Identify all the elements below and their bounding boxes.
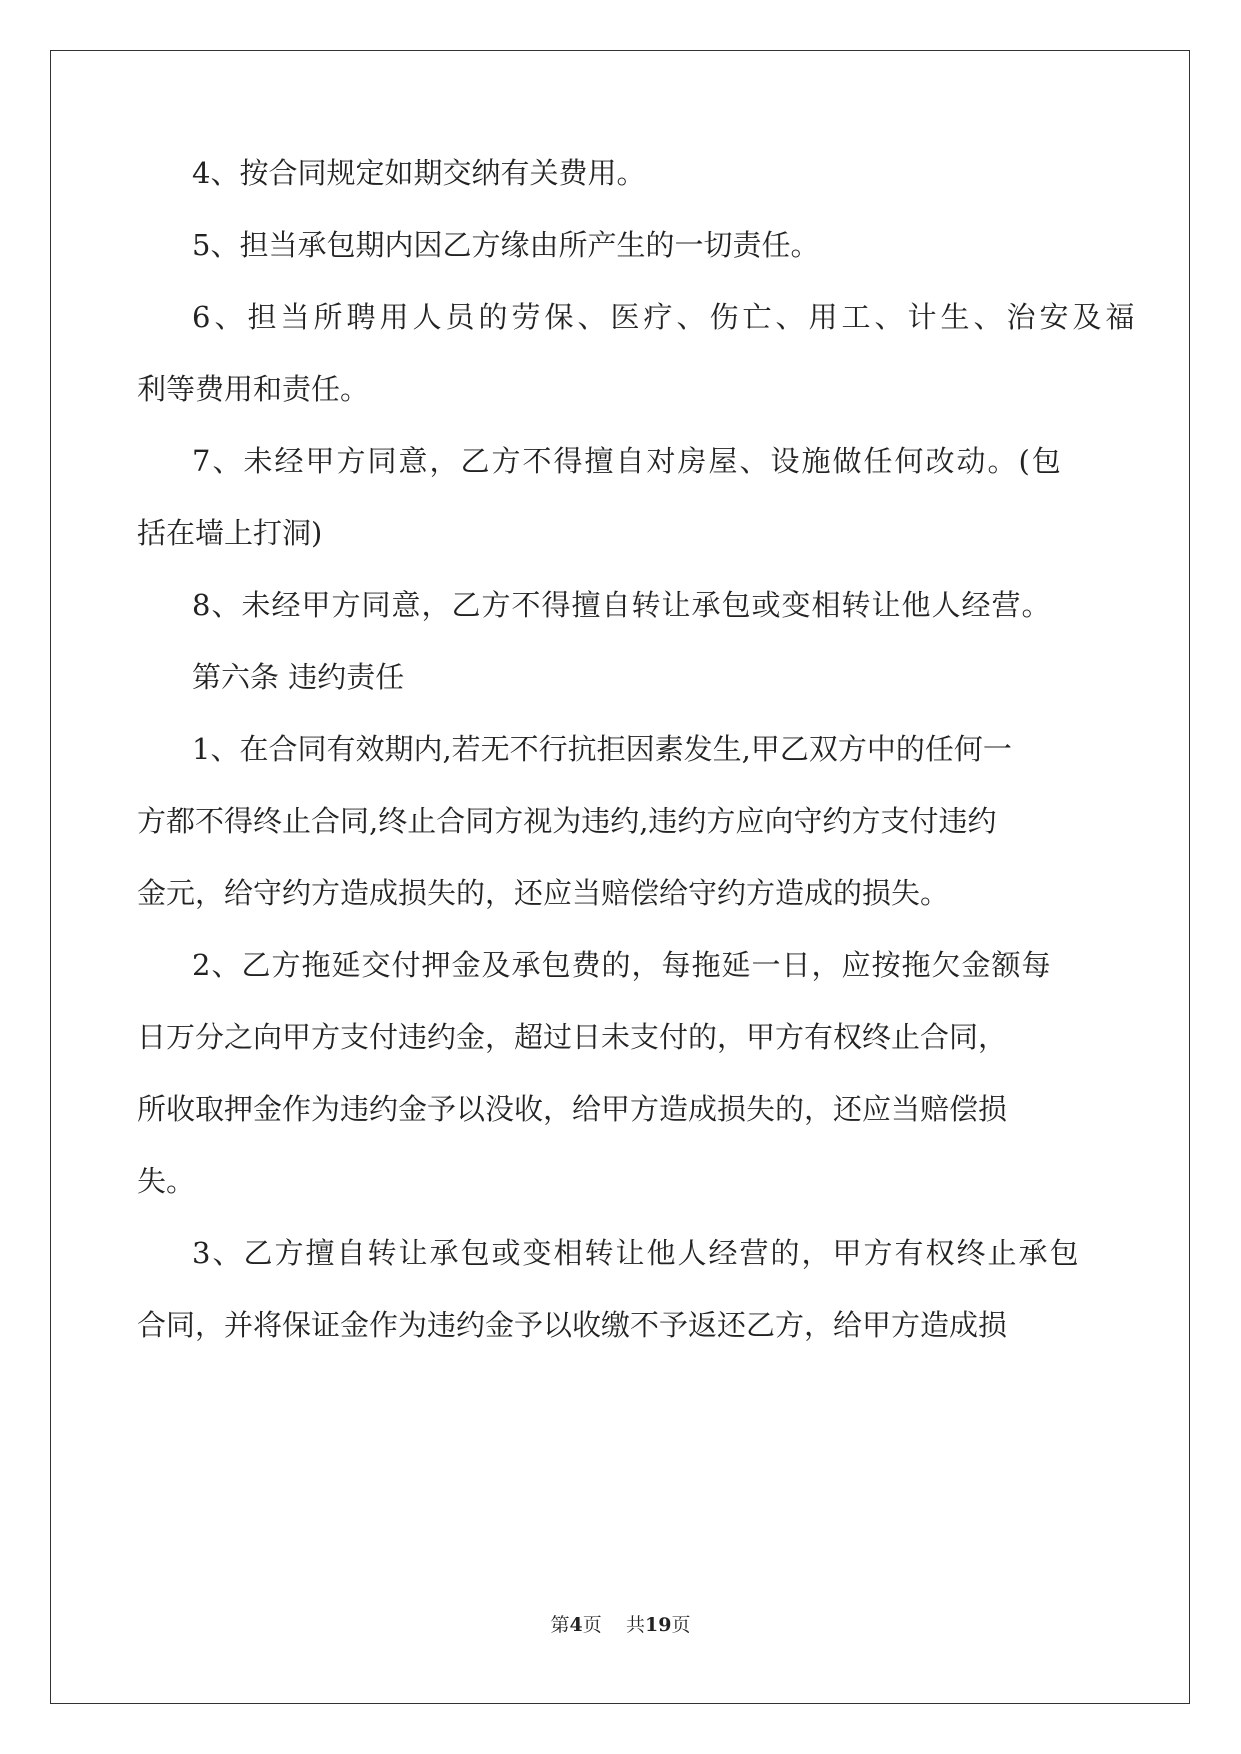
paragraph-line: 金元，给守约方造成损失的，还应当赔偿给守约方造成的损失。 [137, 876, 950, 910]
paragraph-line: 所收取押金作为违约金予以没收，给甲方造成损失的，还应当赔偿损 [137, 1092, 1008, 1126]
total-pages: 19 [644, 1614, 672, 1636]
paragraph-line: 失。 [137, 1164, 196, 1198]
page-footer [0, 1610, 1241, 1637]
section-heading: 第六条 违约责任 [192, 660, 405, 694]
page-label-suffix: 页 [582, 1614, 602, 1636]
paragraph-line: 2、乙方拖延交付押金及承包费的，每拖延一日，应按拖欠金额每 [192, 948, 1052, 982]
paragraph-line: 方都不得终止合同,终止合同方视为违约,违约方应向守约方支付违约 [137, 804, 997, 838]
paragraph-line: 括在墙上打洞) [137, 516, 323, 550]
paragraph-line: 6、担当所聘用人员的劳保、医疗、伤亡、用工、计生、治安及福 [192, 300, 1139, 334]
paragraph-line: 5、担当承包期内因乙方缘由所产生的一切责任。 [192, 228, 820, 262]
paragraph-line: 7、未经甲方同意，乙方不得擅自对房屋、设施做任何改动。(包 [192, 444, 1063, 478]
paragraph-line: 日万分之向甲方支付违约金，超过日未支付的，甲方有权终止合同， [137, 1020, 1008, 1054]
paragraph-line: 合同，并将保证金作为违约金予以收缴不予返还乙方，给甲方造成损 [137, 1308, 1008, 1342]
paragraph-line: 3、乙方擅自转让承包或变相转让他人经营的，甲方有权终止承包 [192, 1236, 1081, 1270]
total-label-prefix: 共 [625, 1614, 645, 1636]
paragraph-line: 1、在合同有效期内,若无不行抗拒因素发生,甲乙双方中的任何一 [192, 732, 1012, 766]
page-number: 4 [569, 1614, 583, 1636]
paragraph-line: 8、未经甲方同意，乙方不得擅自转让承包或变相转让他人经营。 [192, 588, 1052, 622]
page-label-prefix: 第 [550, 1614, 570, 1636]
total-label-suffix: 页 [671, 1614, 691, 1636]
paragraph-line: 利等费用和责任。 [137, 372, 370, 406]
paragraph-line: 4、按合同规定如期交纳有关费用。 [192, 156, 646, 190]
